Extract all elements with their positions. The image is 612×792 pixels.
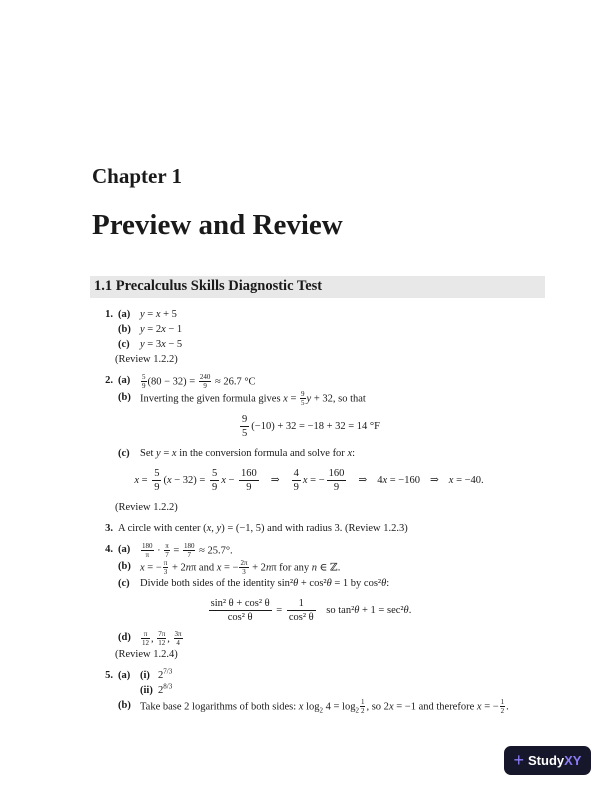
math-text: + cos² bbox=[298, 577, 327, 589]
item-body bbox=[115, 541, 528, 662]
math-text: , bbox=[167, 633, 173, 645]
math-text: − 1 bbox=[165, 323, 183, 335]
part-row bbox=[118, 576, 528, 591]
fraction-denominator: 9 bbox=[239, 480, 259, 494]
part-label: (b) bbox=[118, 323, 131, 335]
display-equation bbox=[92, 413, 526, 440]
fraction-denominator: 5 bbox=[301, 398, 305, 407]
math-text: (80 − 32) = bbox=[147, 376, 198, 388]
studyxy-logo bbox=[504, 746, 591, 775]
fraction bbox=[209, 597, 272, 624]
item-number: 5. bbox=[105, 669, 113, 681]
math-text: = 2 bbox=[144, 323, 162, 335]
part-label: (c) bbox=[118, 447, 130, 459]
fraction-denominator: 9 bbox=[154, 481, 160, 493]
math-var: θ bbox=[403, 604, 409, 616]
subpart-label: (i) bbox=[140, 669, 150, 681]
math-text: in the conversion formula and solve for bbox=[176, 447, 348, 459]
part-row bbox=[118, 559, 528, 576]
fraction bbox=[199, 373, 212, 390]
review-note: (Review 1.2.4) bbox=[115, 648, 178, 660]
fraction bbox=[500, 698, 506, 715]
fraction-denominator: 9 bbox=[211, 481, 218, 493]
math-text: + 32, so that bbox=[311, 393, 366, 405]
math-var: x bbox=[216, 562, 222, 574]
math-text: . bbox=[408, 604, 412, 616]
math-var: x bbox=[388, 701, 394, 713]
math-text: = bbox=[273, 604, 285, 616]
fraction bbox=[141, 630, 150, 647]
math-var: x bbox=[206, 522, 212, 534]
math-line bbox=[140, 698, 528, 715]
math-var: x bbox=[134, 474, 140, 486]
math-text: ( bbox=[163, 474, 167, 486]
fraction-numerator: 3π bbox=[174, 629, 182, 638]
fraction-denominator: 9 bbox=[327, 480, 347, 494]
chapter-label: Chapter 1 bbox=[92, 164, 183, 188]
part-label: (c) bbox=[118, 338, 130, 350]
fraction-numerator: 1 bbox=[360, 697, 365, 706]
part-row bbox=[118, 542, 528, 559]
math-text: = −160 bbox=[387, 474, 420, 486]
fraction bbox=[240, 413, 249, 440]
fraction-numerator: sin² θ + cos² θ bbox=[210, 597, 270, 609]
fraction-denominator: 3 bbox=[163, 567, 168, 576]
fraction-numerator: 5 bbox=[211, 467, 218, 479]
math-text: log bbox=[303, 701, 320, 713]
part-label: (c) bbox=[118, 577, 130, 589]
math-line bbox=[140, 559, 528, 576]
fraction bbox=[210, 467, 219, 494]
math-var: x bbox=[166, 474, 172, 486]
fraction-numerator: π bbox=[165, 541, 169, 550]
math-var: y bbox=[216, 522, 222, 534]
fraction-denominator: 7 bbox=[183, 550, 196, 559]
math-text: = − bbox=[481, 701, 499, 713]
math-line bbox=[140, 576, 528, 591]
math-text: = −40. bbox=[453, 474, 484, 486]
math-var: θ bbox=[381, 577, 387, 589]
math-var: x bbox=[140, 562, 145, 574]
math-line bbox=[158, 668, 172, 683]
subpart-row bbox=[140, 683, 528, 698]
plus-icon: + bbox=[513, 749, 525, 770]
fraction-denominator: 9 bbox=[142, 381, 146, 390]
fraction-denominator: π bbox=[141, 550, 154, 559]
fraction bbox=[141, 542, 154, 559]
math-line bbox=[140, 390, 528, 407]
math-text: 2 bbox=[158, 669, 164, 681]
math-text: , bbox=[211, 522, 217, 534]
math-text: · bbox=[154, 545, 164, 557]
fraction bbox=[163, 559, 169, 576]
math-text: = 3 bbox=[144, 338, 162, 350]
math-var: x bbox=[161, 323, 166, 335]
fraction-denominator: 4 bbox=[174, 638, 183, 647]
item-number: 4. bbox=[105, 543, 113, 555]
math-text: = bbox=[287, 393, 300, 405]
fraction-numerator: 180 bbox=[183, 541, 195, 550]
fraction-numerator: 160 bbox=[328, 467, 345, 479]
item-number: 1. bbox=[105, 308, 113, 320]
math-text: π and bbox=[190, 562, 217, 574]
review-note: (Review 1.2.2) bbox=[115, 501, 178, 513]
math-line bbox=[140, 373, 528, 390]
part-row bbox=[118, 446, 528, 461]
fraction bbox=[141, 373, 147, 390]
math-text: = − bbox=[144, 562, 162, 574]
math-var: θ bbox=[326, 577, 332, 589]
item-body bbox=[118, 668, 528, 715]
fraction-numerator: 5 bbox=[154, 467, 160, 479]
fraction-denominator: 7 bbox=[165, 550, 169, 559]
math-text: 4 bbox=[377, 474, 383, 486]
item-number: 2. bbox=[105, 374, 113, 386]
math-subscript: 2 bbox=[355, 706, 359, 715]
math-var: x bbox=[283, 393, 288, 405]
math-text: + 5 bbox=[160, 308, 177, 320]
math-superscript: 8/3 bbox=[163, 682, 173, 691]
fraction-denominator: 9 bbox=[199, 381, 212, 390]
math-var: θ bbox=[354, 604, 360, 616]
fraction-numerator: 5 bbox=[142, 372, 146, 381]
solution-list bbox=[92, 307, 528, 715]
math-line bbox=[140, 630, 528, 647]
math-var: x bbox=[161, 338, 166, 350]
math-text: so tan² bbox=[323, 604, 355, 616]
math-text: Set bbox=[140, 447, 157, 459]
fraction bbox=[157, 630, 166, 647]
math-var: n bbox=[311, 562, 318, 574]
part-label: (a) bbox=[118, 374, 131, 386]
fraction bbox=[152, 467, 161, 494]
fraction-numerator: 9 bbox=[301, 389, 305, 398]
fraction-numerator: 160 bbox=[241, 467, 257, 479]
math-text: Divide both sides of the identity sin² bbox=[140, 577, 294, 589]
problem-5 bbox=[92, 668, 528, 715]
fraction bbox=[239, 559, 248, 576]
item-body bbox=[115, 372, 528, 515]
fraction-denominator: 2 bbox=[360, 706, 365, 715]
math-var: x bbox=[476, 701, 482, 713]
fraction-denominator: cos² θ bbox=[288, 611, 314, 623]
math-var: x bbox=[347, 447, 353, 459]
section-heading: 1.1 Precalculus Skills Diagnostic Test bbox=[90, 276, 545, 298]
math-text: + 2 bbox=[169, 562, 186, 574]
implies-arrow: ⇒ bbox=[270, 474, 280, 486]
page-title: Preview and Review bbox=[92, 209, 343, 242]
math-line bbox=[140, 446, 528, 461]
subpart-row bbox=[140, 668, 528, 683]
fraction bbox=[164, 542, 170, 559]
implies-arrow: ⇒ bbox=[358, 474, 368, 486]
fraction bbox=[174, 630, 183, 647]
part-label: (d) bbox=[118, 631, 131, 643]
math-text: : bbox=[352, 447, 356, 459]
math-text: ∈ ℤ. bbox=[317, 562, 341, 574]
brand-xy: XY bbox=[564, 753, 582, 768]
math-var: x bbox=[382, 474, 388, 486]
review-note: (Review 1.2.2) bbox=[115, 353, 178, 365]
part-row bbox=[118, 373, 528, 390]
fraction-numerator: 180 bbox=[142, 541, 153, 550]
fraction-numerator: 9 bbox=[242, 413, 248, 425]
math-text: = bbox=[139, 474, 151, 486]
math-var: y bbox=[306, 393, 312, 405]
math-var: θ bbox=[293, 577, 299, 589]
math-var: x bbox=[171, 447, 177, 459]
math-var: n bbox=[265, 562, 272, 574]
part-row bbox=[118, 322, 528, 337]
math-var: n bbox=[185, 562, 191, 574]
math-text: − 32) = bbox=[171, 474, 208, 486]
math-var: x bbox=[298, 701, 304, 713]
math-text: = 1 by cos² bbox=[331, 577, 382, 589]
part-a-content bbox=[140, 668, 528, 698]
math-var: x bbox=[302, 474, 308, 486]
math-text: = bbox=[144, 308, 156, 320]
math-line bbox=[140, 307, 528, 322]
math-var: x bbox=[155, 308, 161, 320]
fraction-numerator: 2π bbox=[240, 558, 248, 567]
page-content bbox=[92, 165, 528, 715]
fraction bbox=[360, 698, 366, 715]
math-var: y bbox=[156, 447, 161, 459]
part-row bbox=[118, 390, 528, 407]
math-line bbox=[140, 337, 528, 352]
fraction bbox=[327, 467, 347, 494]
math-var: x bbox=[448, 474, 454, 486]
implies-arrow: ⇒ bbox=[429, 474, 439, 486]
math-text: = bbox=[170, 545, 182, 557]
math-text: − 5 bbox=[165, 338, 183, 350]
math-line bbox=[140, 542, 528, 559]
math-text: , so 2 bbox=[366, 701, 389, 713]
part-row bbox=[118, 307, 528, 322]
math-superscript: 7/3 bbox=[163, 667, 173, 676]
part-row bbox=[118, 698, 528, 715]
math-text: Inverting the given formula gives bbox=[140, 393, 284, 405]
fraction-numerator: 7π bbox=[158, 629, 166, 638]
part-label: (a) bbox=[118, 543, 131, 555]
math-var: y bbox=[140, 338, 145, 350]
fraction-numerator: 1 bbox=[500, 697, 505, 706]
math-text: A circle with center ( bbox=[118, 522, 207, 534]
brand-study: Study bbox=[528, 753, 565, 768]
math-text: , bbox=[151, 633, 157, 645]
part-label: (b) bbox=[118, 391, 131, 403]
part-label: (b) bbox=[118, 560, 131, 572]
math-text: = − bbox=[221, 562, 239, 574]
fraction-numerator: 4 bbox=[293, 467, 299, 479]
math-text: = bbox=[160, 447, 172, 459]
part-row bbox=[118, 668, 528, 698]
problem-2 bbox=[92, 373, 528, 515]
math-var: x bbox=[221, 474, 226, 486]
math-text: = − bbox=[307, 474, 325, 486]
problem-1 bbox=[92, 307, 528, 367]
fraction bbox=[183, 542, 196, 559]
math-text: : bbox=[386, 577, 390, 589]
part-row bbox=[118, 337, 528, 352]
fraction bbox=[292, 467, 301, 494]
math-line bbox=[140, 322, 528, 337]
display-equation bbox=[92, 597, 526, 624]
math-subscript: 2 bbox=[319, 706, 323, 715]
math-text: ) = (−1, 5) and with radius 3. (Review 1.2.3) bbox=[221, 522, 408, 534]
item-body bbox=[118, 521, 528, 536]
part-label: (a) bbox=[118, 308, 131, 320]
display-equation bbox=[92, 467, 526, 494]
fraction-denominator: 9 bbox=[293, 481, 299, 493]
fraction-numerator: 240 bbox=[199, 372, 211, 381]
fraction bbox=[239, 467, 259, 494]
problem-3 bbox=[92, 521, 528, 536]
part-row bbox=[118, 630, 528, 647]
fraction bbox=[287, 597, 316, 624]
item-body bbox=[115, 307, 528, 367]
math-line bbox=[158, 683, 172, 698]
problem-4 bbox=[92, 542, 528, 662]
math-text: − bbox=[225, 474, 238, 486]
part-label: (a) bbox=[118, 669, 131, 681]
fraction-denominator: cos² θ bbox=[209, 610, 272, 624]
math-var: y bbox=[140, 323, 145, 335]
fraction-numerator: π bbox=[143, 629, 148, 638]
math-var: y bbox=[140, 308, 145, 320]
fraction bbox=[300, 390, 306, 407]
math-text: ≈ 26.7 °C bbox=[212, 376, 256, 388]
math-text: + 2 bbox=[249, 562, 266, 574]
fraction-denominator: 12 bbox=[142, 638, 149, 647]
math-text: ≈ 25.7°. bbox=[196, 545, 233, 557]
math-text: + 1 = sec² bbox=[359, 604, 404, 616]
math-text: (−10) + 32 = −18 + 32 = 14 °F bbox=[251, 420, 380, 432]
math-text: 2 bbox=[158, 684, 164, 696]
math-text: Take base 2 logarithms of both sides: bbox=[140, 701, 299, 713]
math-text: = −1 and therefore bbox=[393, 701, 477, 713]
fraction-numerator: 1 bbox=[298, 597, 304, 609]
item-number: 3. bbox=[105, 522, 113, 534]
part-label: (b) bbox=[118, 699, 131, 711]
math-text: . bbox=[506, 701, 509, 713]
fraction-denominator: 12 bbox=[158, 638, 166, 647]
math-text: 4 = log bbox=[323, 701, 356, 713]
fraction-denominator: 2 bbox=[500, 706, 505, 715]
subpart-label: (ii) bbox=[140, 684, 153, 696]
fraction-denominator: 3 bbox=[239, 567, 248, 576]
fraction-denominator: 5 bbox=[242, 427, 248, 439]
math-text: π for any bbox=[271, 562, 312, 574]
fraction-numerator: π bbox=[163, 558, 168, 567]
